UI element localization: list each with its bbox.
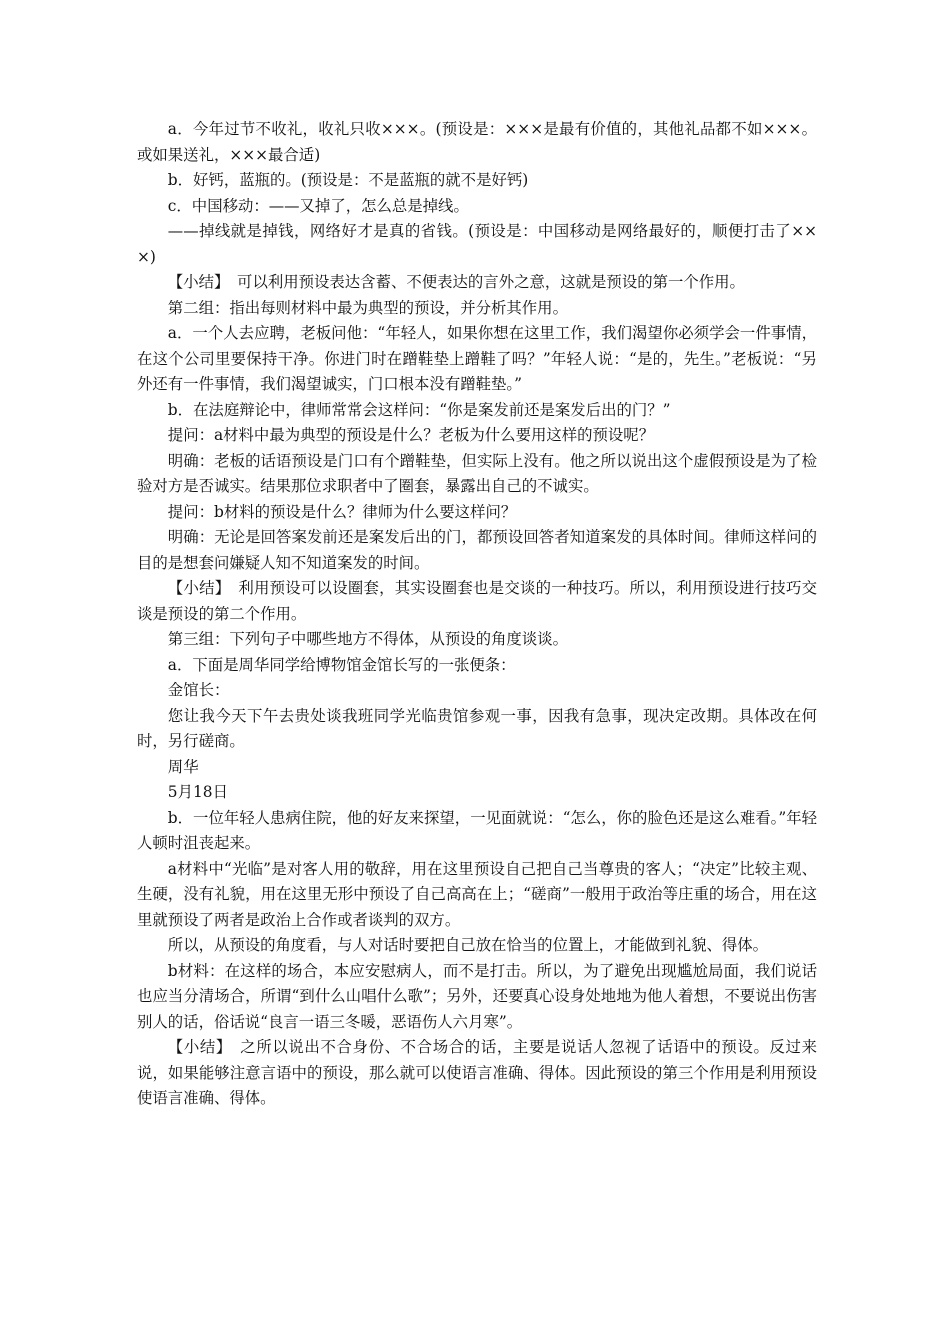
- paragraph: b．一位年轻人患病住院，他的好友来探望，一见面就说：“怎么，你的脸色还是这么难看。”年轻人顿时沮丧起来。: [137, 808, 817, 852]
- summary-paragraph: 【小结】 利用预设可以设圈套，其实设圈套也是交谈的一种技巧。所以，利用预设进行技巧交谈是预设的第二个作用。: [137, 579, 817, 623]
- paragraph: ——掉线就是掉钱，网络好才是真的省钱。(预设是：中国移动是网络最好的，顺便打击了×××): [137, 222, 817, 266]
- answer-paragraph: 明确：老板的话语预设是门口有个蹭鞋垫，但实际上没有。他之所以说出这个虚假预设是为了检验对方是否诚实。结果那位求职者中了圈套，暴露出自己的不诚实。: [137, 451, 817, 495]
- analysis-paragraph: b材料：在这样的场合，本应安慰病人，而不是打击。所以，为了避免出现尴尬局面，我们说话也应当分清场合，所谓“到什么山唱什么歌”；另外，还要真心设身处地地为他人着想，不要说出伤害别人的话，俗话说“良言一语三冬暖，恶语伤人六月寒”。: [137, 961, 817, 1031]
- summary-paragraph: 【小结】 之所以说出不合身份、不合场合的话，主要是说话人忽视了话语中的预设。反过来说，如果能够注意言语中的预设，那么就可以使语言准确、得体。因此预设的第三个作用是利用预设使语言准确、得体。: [137, 1038, 817, 1107]
- analysis-paragraph: a材料中“光临”是对客人用的敬辞，用在这里预设自己把自己当尊贵的客人；“决定”比较主观、生硬，没有礼貌，用在这里无形中预设了自己高高在上；“磋商”一般用于政治等庄重的场合，用在这里就预设了两者是政治上合作或者谈判的双方。: [137, 859, 817, 929]
- paragraph: b．在法庭辩论中，律师常常会这样问：“你是案发前还是案发后出的门？”: [167, 400, 671, 419]
- question-paragraph: 提问：b材料的预设是什么？律师为什么要这样问？: [167, 502, 517, 521]
- note-signature: 周华: [167, 757, 199, 776]
- document-body: [137, 117, 817, 1112]
- note-date: 5月18日: [167, 783, 228, 801]
- summary-paragraph: 【小结】 可以利用预设表达含蓄、不便表达的言外之意，这就是预设的第一个作用。: [167, 273, 745, 291]
- group-heading: 第二组：指出每则材料中最为典型的预设，并分析其作用。: [167, 298, 568, 317]
- paragraph: b．好钙，蓝瓶的。(预设是：不是蓝瓶的就不是好钙): [167, 171, 529, 189]
- paragraph: c．中国移动：——又掉了，怎么总是掉线。: [167, 196, 469, 215]
- paragraph: a．下面是周华同学给博物馆金馆长写的一张便条：: [167, 655, 516, 674]
- group-heading: 第三组：下列句子中哪些地方不得体，从预设的角度谈谈。: [167, 630, 568, 648]
- paragraph: a．一个人去应聘，老板问他：“年轻人，如果你想在这里工作，我们渴望你必须学会一件事情，在这个公司里要保持干净。你进门时在蹭鞋垫上蹭鞋了吗？”年轻人说：“是的，先生。”老板说：“另外还有一件事情，我们渴望诚实，门口根本没有蹭鞋垫。”: [137, 324, 817, 393]
- answer-paragraph: 明确：无论是回答案发前还是案发后出的门，都预设回答者知道案发的具体时间。律师这样问的目的是想套问嫌疑人知不知道案发的时间。: [137, 528, 817, 572]
- note-body: 您让我今天下午去贵处谈我班同学光临贵馆参观一事，因我有急事，现决定改期。具体改在何时，另行磋商。: [137, 706, 817, 750]
- question-paragraph: 提问：a材料中最为典型的预设是什么？老板为什么要用这样的预设呢？: [167, 426, 655, 444]
- note-salutation: 金馆长：: [167, 681, 230, 699]
- paragraph: 所以，从预设的角度看，与人对话时要把自己放在恰当的位置上，才能做到礼貌、得体。: [167, 936, 769, 954]
- paragraph: a．今年过节不收礼，收礼只收×××。(预设是：×××是最有价值的，其他礼品都不如×××。或如果送礼，×××最合适): [137, 120, 817, 164]
